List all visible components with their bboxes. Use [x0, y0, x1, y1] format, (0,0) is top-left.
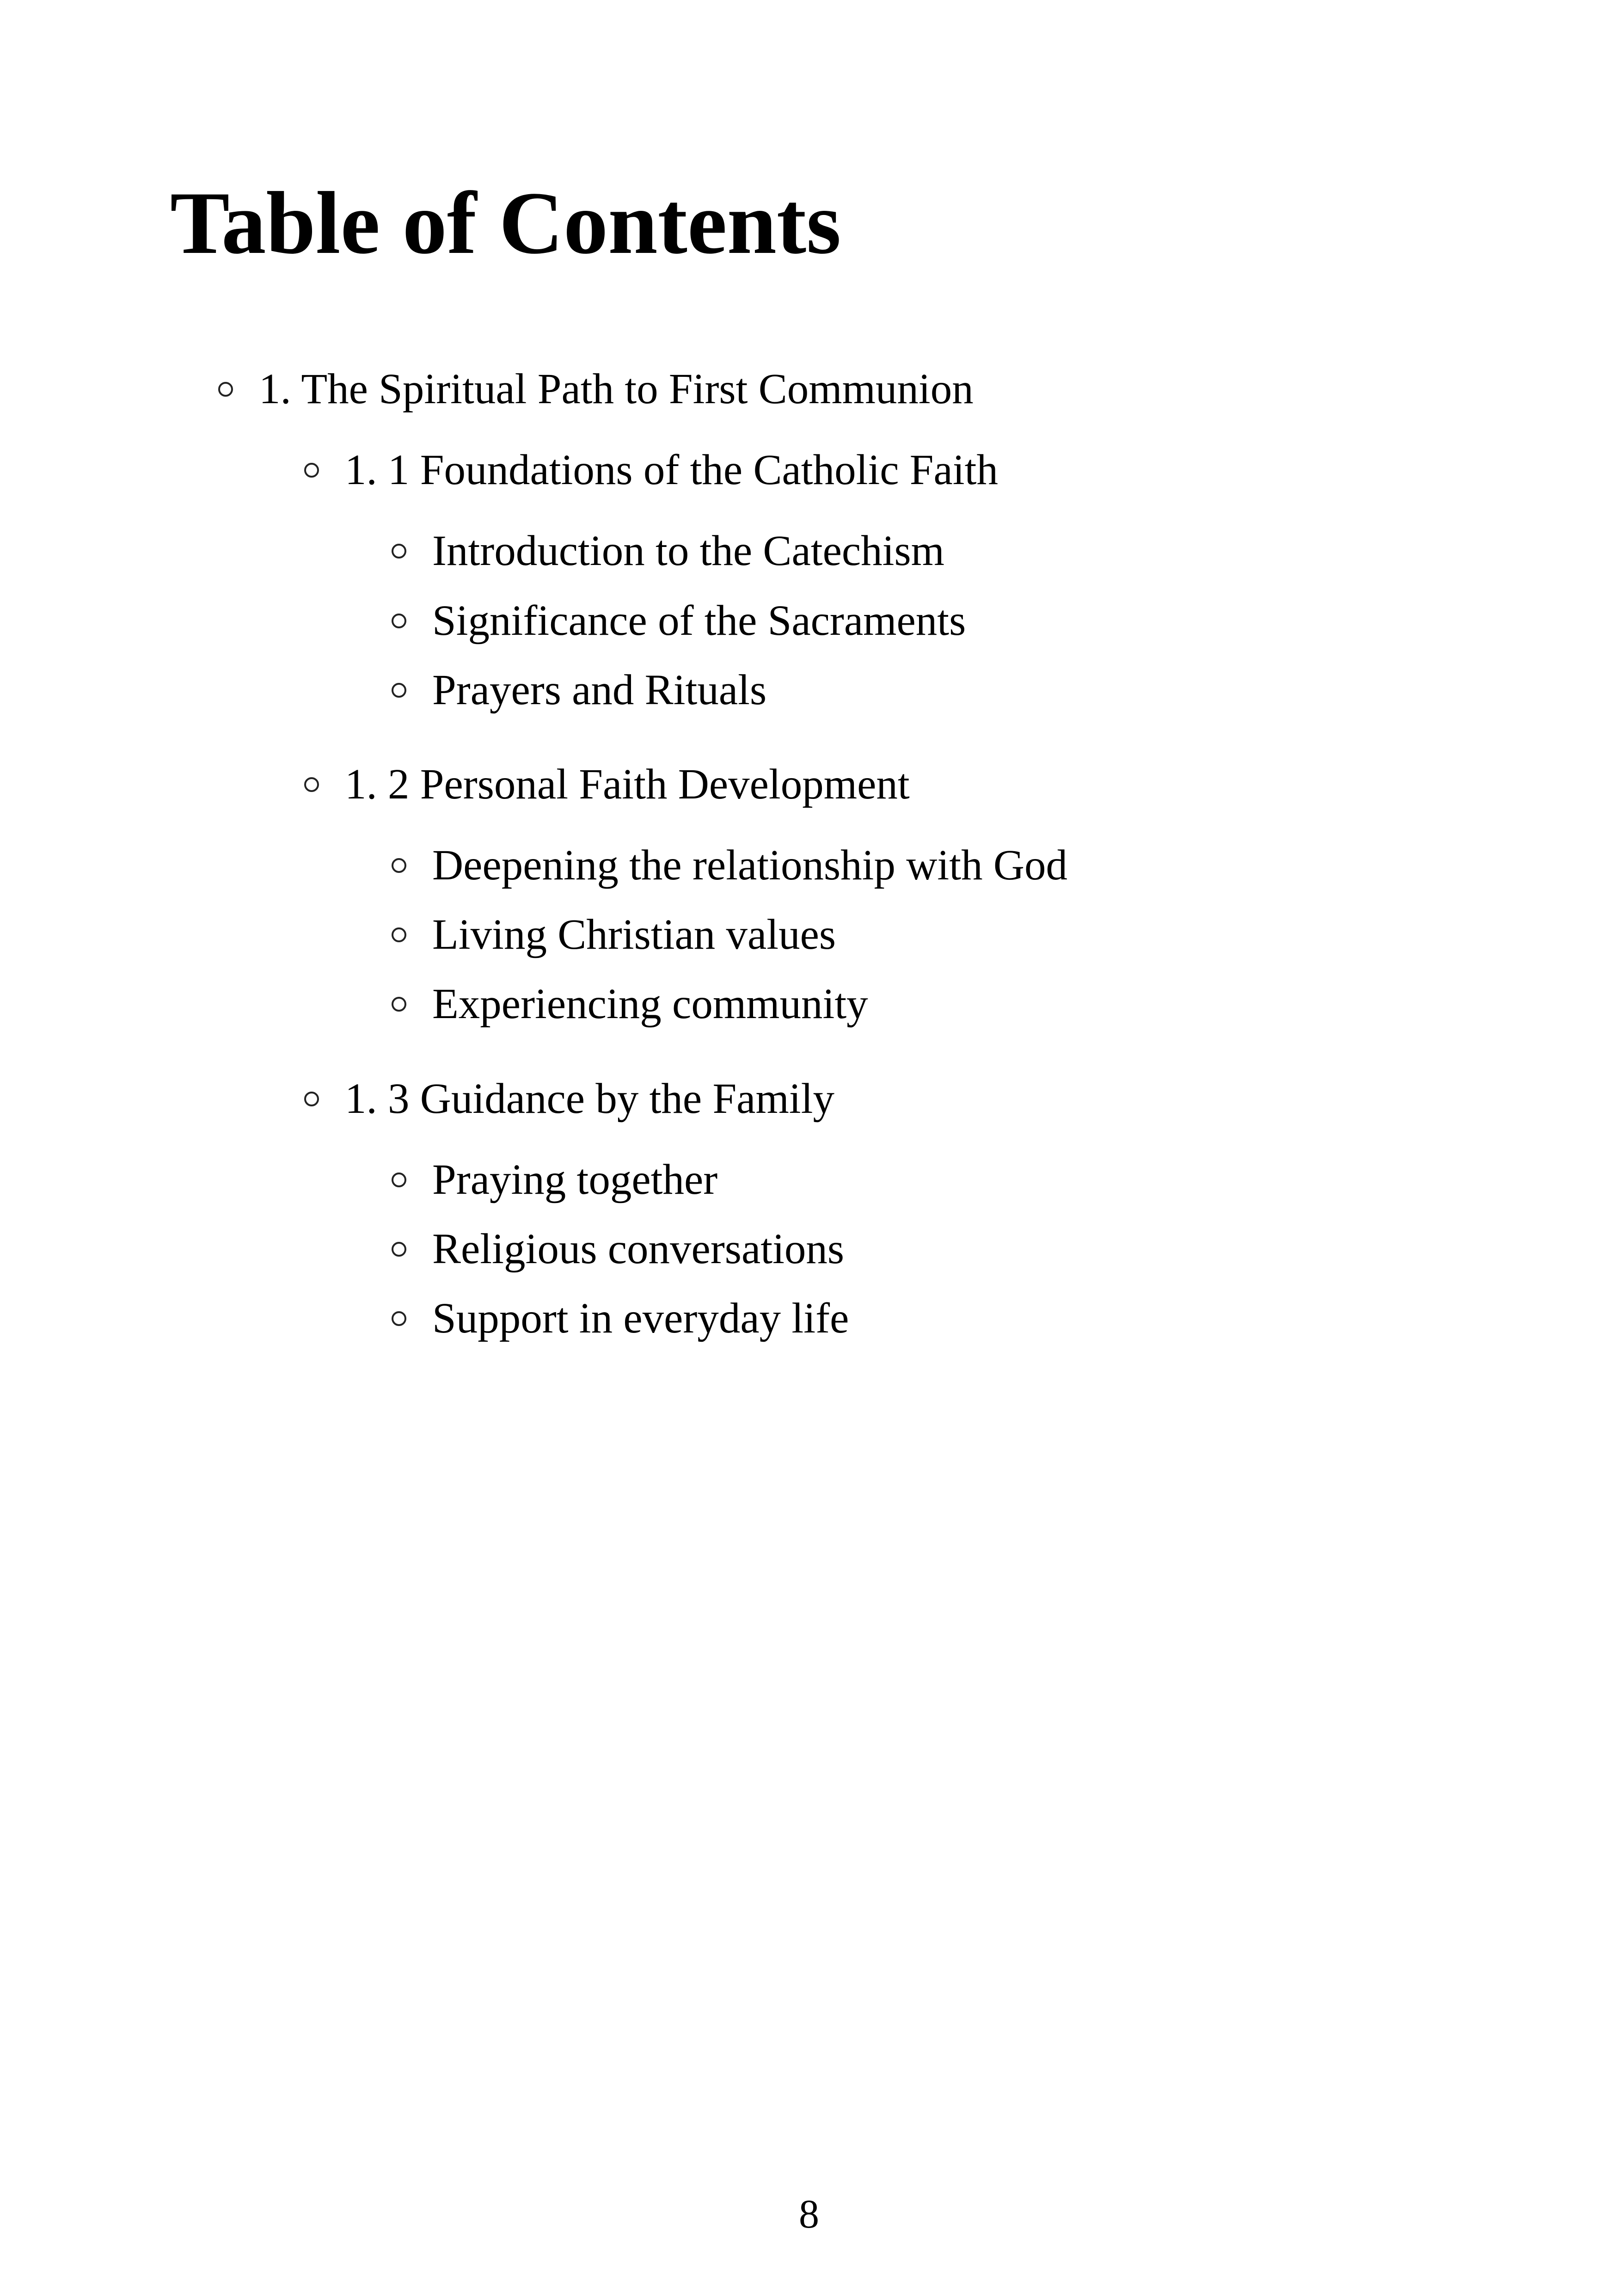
bullet-circle-icon: [218, 382, 233, 397]
page-number: 8: [799, 2192, 819, 2237]
bullet-circle-icon: [392, 927, 406, 942]
toc-item[interactable]: [392, 1222, 844, 1277]
toc-section-label: 1. 2 Personal Faith Development: [345, 761, 910, 808]
toc-item[interactable]: [392, 1152, 717, 1208]
toc-item-label: Deepening the relationship with God: [432, 841, 1068, 889]
toc-section-1-3[interactable]: [304, 1071, 834, 1127]
bullet-circle-icon: [304, 463, 319, 478]
toc-item-label: Religious conversations: [432, 1225, 845, 1273]
toc-item-label: Praying together: [432, 1156, 718, 1203]
bullet-circle-icon: [392, 1311, 406, 1326]
toc-item-label: Significance of the Sacraments: [432, 597, 966, 645]
bullet-circle-icon: [304, 777, 319, 792]
toc-section-1-1[interactable]: [304, 442, 998, 498]
toc-section-label: 1. 1 Foundations of the Catholic Faith: [345, 446, 998, 494]
bullet-circle-icon: [392, 858, 406, 873]
toc-item[interactable]: [392, 1291, 849, 1346]
toc-item-label: Prayers and Rituals: [432, 666, 767, 714]
toc-item-label: Experiencing community: [432, 980, 868, 1028]
toc-item-label: Living Christian values: [432, 911, 836, 958]
toc-item[interactable]: [392, 663, 766, 718]
toc-item[interactable]: [392, 838, 1067, 893]
toc-item[interactable]: [392, 976, 868, 1032]
bullet-circle-icon: [392, 997, 406, 1012]
toc-item-label: Support in everyday life: [432, 1295, 849, 1342]
bullet-circle-icon: [392, 544, 406, 559]
page-title: Table of Contents: [170, 173, 841, 272]
toc-item[interactable]: [392, 907, 836, 963]
toc-item[interactable]: [392, 593, 966, 649]
toc-section-1-2[interactable]: [304, 757, 910, 812]
bullet-circle-icon: [392, 683, 406, 698]
bullet-circle-icon: [392, 614, 406, 628]
toc-item[interactable]: [392, 523, 944, 579]
toc-chapter-1[interactable]: [218, 362, 974, 417]
toc-section-label: 1. 3 Guidance by the Family: [345, 1075, 834, 1123]
bullet-circle-icon: [392, 1173, 406, 1187]
bullet-circle-icon: [304, 1092, 319, 1106]
toc-item-label: Introduction to the Catechism: [432, 527, 945, 575]
bullet-circle-icon: [392, 1242, 406, 1257]
toc-chapter-label: 1. The Spiritual Path to First Communion: [259, 365, 974, 413]
